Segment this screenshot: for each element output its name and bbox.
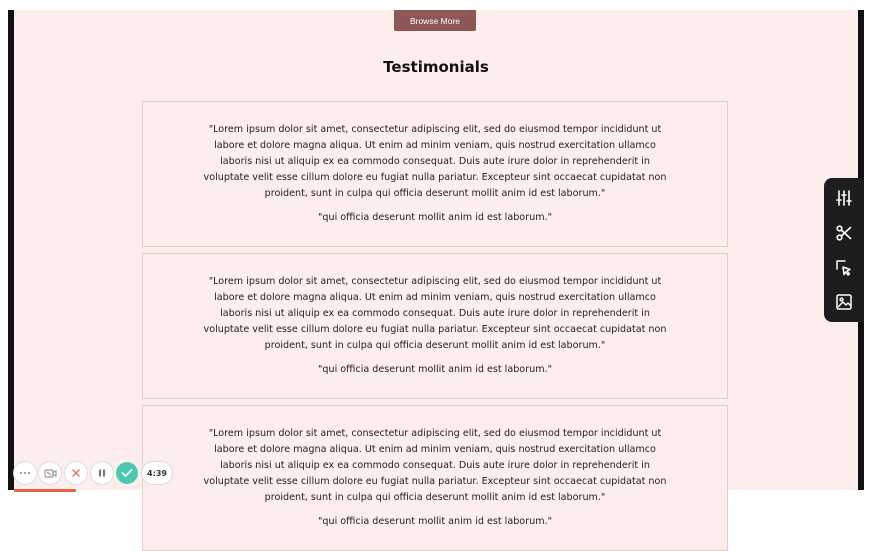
finish-recording-icon[interactable] bbox=[116, 462, 138, 484]
recording-progress-bar bbox=[14, 489, 76, 492]
testimonial-quote: "Lorem ipsum dolor sit amet, consectetur adipiscing elit, sed do eiusmod tempor incididunt ut labore et dolore magna aliqua. Ut enim ad minim veniam, quis nostrud exercitation ullamco laboris nisi ut aliquip ex ea commodo consequat. Duis aute irure dolor in reprehenderit in voluptate velit esse cillum dolore eu fugiat nulla pariatur. Excepteur sint occaecat cupidatat non proident, sunt in culpa qui officia deserunt mollit anim id est laborum." bbox=[203, 276, 667, 351]
testimonial-card bbox=[142, 253, 728, 399]
cancel-recording-icon[interactable] bbox=[65, 462, 87, 484]
testimonial-cite: "qui officia deserunt mollit anim id est laborum." bbox=[317, 516, 553, 527]
sliders-icon[interactable] bbox=[832, 186, 856, 210]
testimonial-card bbox=[142, 405, 728, 551]
pause-icon[interactable] bbox=[91, 462, 113, 484]
section-title: Testimonials bbox=[383, 58, 489, 76]
testimonial-quote: "Lorem ipsum dolor sit amet, consectetur adipiscing elit, sed do eiusmod tempor incididunt ut labore et dolore magna aliqua. Ut enim ad minim veniam, quis nostrud exercitation ullamco laboris nisi ut aliquip ex ea commodo consequat. Duis aute irure dolor in reprehenderit in voluptate velit esse cillum dolore eu fugiat nulla pariatur. Excepteur sint occaecat cupidatat non proident, sunt in culpa qui officia deserunt mollit anim id est laborum." bbox=[203, 124, 667, 199]
recording-timer: 4:39 bbox=[142, 462, 172, 484]
cursor-select-icon[interactable] bbox=[832, 256, 856, 280]
browse-more-button[interactable]: Browse More bbox=[394, 10, 476, 31]
testimonial-cite: "qui officia deserunt mollit anim id est laborum." bbox=[317, 212, 553, 223]
editor-toolbar bbox=[824, 178, 864, 322]
more-options-icon[interactable] bbox=[14, 462, 36, 484]
web-page bbox=[8, 10, 864, 527]
image-icon[interactable] bbox=[832, 290, 856, 314]
testimonial-cite: "qui officia deserunt mollit anim id est laborum." bbox=[317, 364, 553, 375]
testimonial-card bbox=[142, 101, 728, 247]
camera-off-icon[interactable] bbox=[39, 462, 61, 484]
scissors-icon[interactable] bbox=[832, 221, 856, 245]
testimonial-quote: "Lorem ipsum dolor sit amet, consectetur adipiscing elit, sed do eiusmod tempor incididunt ut labore et dolore magna aliqua. Ut enim ad minim veniam, quis nostrud exercitation ullamco laboris nisi ut aliquip ex ea commodo consequat. Duis aute irure dolor in reprehenderit in voluptate velit esse cillum dolore eu fugiat nulla pariatur. Excepteur sint occaecat cupidatat non proident, sunt in culpa qui officia deserunt mollit anim id est laborum." bbox=[203, 428, 667, 503]
